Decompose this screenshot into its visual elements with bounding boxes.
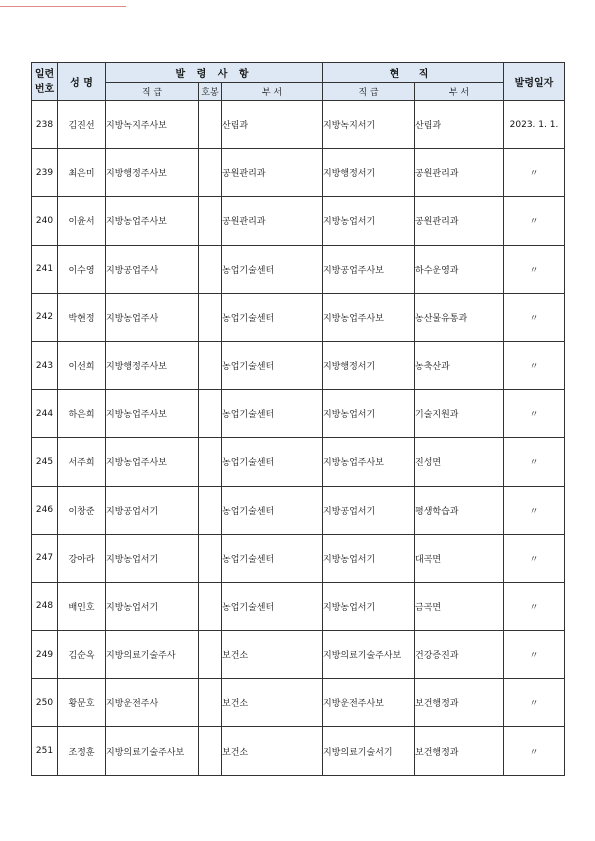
new-rank-cell: 지방농업서기	[106, 534, 199, 582]
current-rank-cell: 지방행정서기	[323, 149, 415, 197]
table-body	[32, 101, 565, 776]
person-name-cell: 이윤서	[58, 197, 106, 245]
table-row	[32, 101, 565, 149]
new-rank-cell: 지방행정주사보	[106, 149, 199, 197]
table-row	[32, 727, 565, 775]
new-department-cell: 농업기술센터	[222, 390, 323, 438]
person-name-cell: 강아라	[58, 534, 106, 582]
table-row	[32, 341, 565, 389]
new-department-cell: 산림과	[222, 101, 323, 149]
new-rank-cell: 지방농업주사보	[106, 438, 199, 486]
new-department-cell: 공원관리과	[222, 197, 323, 245]
person-name-cell: 김진선	[58, 101, 106, 149]
header-name: 성 명	[58, 63, 106, 101]
table-row	[32, 390, 565, 438]
new-department-cell: 농업기술센터	[222, 341, 323, 389]
serial-number-cell: 250	[32, 679, 58, 727]
new-rank-cell: 지방녹지주사보	[106, 101, 199, 149]
new-rank-cell: 지방행정주사보	[106, 341, 199, 389]
serial-number-cell: 251	[32, 727, 58, 775]
person-name-cell: 박현정	[58, 293, 106, 341]
top-rule	[0, 6, 126, 7]
appointment-date-cell: 〃	[504, 149, 565, 197]
new-department-cell: 농업기술센터	[222, 293, 323, 341]
header-rank: 직 급	[106, 83, 199, 101]
current-department-cell: 농산물유통과	[415, 293, 504, 341]
current-rank-cell: 지방농업주사보	[323, 293, 415, 341]
new-department-cell: 농업기술센터	[222, 534, 323, 582]
person-name-cell: 서주희	[58, 438, 106, 486]
table-row	[32, 197, 565, 245]
current-rank-cell: 지방농업서기	[323, 390, 415, 438]
current-department-cell: 평생학습과	[415, 486, 504, 534]
current-department-cell: 농축산과	[415, 341, 504, 389]
person-name-cell: 배인호	[58, 582, 106, 630]
grade-cell	[199, 631, 222, 679]
serial-number-cell: 241	[32, 245, 58, 293]
table-row	[32, 438, 565, 486]
current-rank-cell: 지방공업주사보	[323, 245, 415, 293]
current-rank-cell: 지방농업서기	[323, 197, 415, 245]
grade-cell	[199, 438, 222, 486]
header-serial-text: 일련번호	[34, 68, 55, 95]
current-rank-cell: 지방공업서기	[323, 486, 415, 534]
appointment-date-cell: 〃	[504, 390, 565, 438]
current-rank-cell: 지방농업서기	[323, 534, 415, 582]
grade-cell	[199, 727, 222, 775]
current-department-cell: 공원관리과	[415, 149, 504, 197]
header-current: 현 직	[323, 63, 504, 83]
header-cur-rank: 직 급	[323, 83, 415, 101]
header-appointment: 발 령 사 항	[106, 63, 323, 83]
grade-cell	[199, 101, 222, 149]
header-row-2	[32, 83, 565, 101]
serial-number-cell: 238	[32, 101, 58, 149]
current-rank-cell: 지방농업서기	[323, 582, 415, 630]
new-rank-cell: 지방공업주사	[106, 245, 199, 293]
person-name-cell: 이창준	[58, 486, 106, 534]
grade-cell	[199, 679, 222, 727]
new-department-cell: 농업기술센터	[222, 582, 323, 630]
serial-number-cell: 243	[32, 341, 58, 389]
grade-cell	[199, 341, 222, 389]
table-row	[32, 486, 565, 534]
current-department-cell: 금곡면	[415, 582, 504, 630]
appointment-date-cell: 〃	[504, 293, 565, 341]
new-rank-cell: 지방농업주사	[106, 293, 199, 341]
appointment-date-cell: 〃	[504, 486, 565, 534]
person-name-cell: 김순옥	[58, 631, 106, 679]
table-row	[32, 679, 565, 727]
serial-number-cell: 242	[32, 293, 58, 341]
table-row	[32, 582, 565, 630]
appointment-date-cell: 〃	[504, 341, 565, 389]
current-department-cell: 산림과	[415, 101, 504, 149]
table-row	[32, 149, 565, 197]
header-serial	[32, 63, 58, 101]
appointment-date-cell: 〃	[504, 727, 565, 775]
new-department-cell: 농업기술센터	[222, 486, 323, 534]
new-rank-cell: 지방의료기술주사보	[106, 727, 199, 775]
appointment-date-cell: 〃	[504, 245, 565, 293]
new-department-cell: 보건소	[222, 679, 323, 727]
current-department-cell: 기술지원과	[415, 390, 504, 438]
new-rank-cell: 지방농업주사보	[106, 197, 199, 245]
grade-cell	[199, 149, 222, 197]
person-name-cell: 이선희	[58, 341, 106, 389]
appointment-date-cell: 〃	[504, 438, 565, 486]
new-department-cell: 농업기술센터	[222, 438, 323, 486]
serial-number-cell: 247	[32, 534, 58, 582]
new-rank-cell: 지방농업서기	[106, 582, 199, 630]
serial-number-cell: 246	[32, 486, 58, 534]
appointment-date-cell: 〃	[504, 197, 565, 245]
person-name-cell: 이수영	[58, 245, 106, 293]
current-rank-cell: 지방의료기술주사보	[323, 631, 415, 679]
current-department-cell: 대곡면	[415, 534, 504, 582]
current-rank-cell: 지방녹지서기	[323, 101, 415, 149]
serial-number-cell: 244	[32, 390, 58, 438]
grade-cell	[199, 245, 222, 293]
current-rank-cell: 지방행정서기	[323, 341, 415, 389]
grade-cell	[199, 486, 222, 534]
current-department-cell: 건강증진과	[415, 631, 504, 679]
current-department-cell: 공원관리과	[415, 197, 504, 245]
new-department-cell: 공원관리과	[222, 149, 323, 197]
appointment-date-cell: 2023. 1. 1.	[504, 101, 565, 149]
new-rank-cell: 지방운전주사	[106, 679, 199, 727]
current-rank-cell: 지방농업주사보	[323, 438, 415, 486]
appointment-date-cell: 〃	[504, 631, 565, 679]
new-department-cell: 보건소	[222, 727, 323, 775]
grade-cell	[199, 582, 222, 630]
grade-cell	[199, 197, 222, 245]
current-department-cell: 보건행정과	[415, 679, 504, 727]
appointment-date-cell: 〃	[504, 582, 565, 630]
appointment-date-cell: 〃	[504, 679, 565, 727]
serial-number-cell: 248	[32, 582, 58, 630]
table-row	[32, 631, 565, 679]
current-rank-cell: 지방운전주사보	[323, 679, 415, 727]
table-row	[32, 293, 565, 341]
header-grade: 호봉	[199, 83, 222, 101]
appointment-date-cell: 〃	[504, 534, 565, 582]
table-row	[32, 534, 565, 582]
header-cur-dept: 부 서	[415, 83, 504, 101]
new-rank-cell: 지방농업주사보	[106, 390, 199, 438]
header-dept: 부 서	[222, 83, 323, 101]
table-row	[32, 245, 565, 293]
person-name-cell: 조정훈	[58, 727, 106, 775]
current-department-cell: 보건행정과	[415, 727, 504, 775]
grade-cell	[199, 534, 222, 582]
current-department-cell: 하수운영과	[415, 245, 504, 293]
personnel-table	[31, 62, 565, 776]
serial-number-cell: 239	[32, 149, 58, 197]
grade-cell	[199, 390, 222, 438]
header-date: 발령일자	[504, 63, 565, 101]
current-department-cell: 진성면	[415, 438, 504, 486]
serial-number-cell: 245	[32, 438, 58, 486]
header-row-1	[32, 63, 565, 83]
current-rank-cell: 지방의료기술서기	[323, 727, 415, 775]
person-name-cell: 황문호	[58, 679, 106, 727]
grade-cell	[199, 293, 222, 341]
new-rank-cell: 지방의료기술주사	[106, 631, 199, 679]
person-name-cell: 최은미	[58, 149, 106, 197]
serial-number-cell: 249	[32, 631, 58, 679]
new-department-cell: 보건소	[222, 631, 323, 679]
person-name-cell: 하은희	[58, 390, 106, 438]
new-department-cell: 농업기술센터	[222, 245, 323, 293]
new-rank-cell: 지방공업서기	[106, 486, 199, 534]
serial-number-cell: 240	[32, 197, 58, 245]
